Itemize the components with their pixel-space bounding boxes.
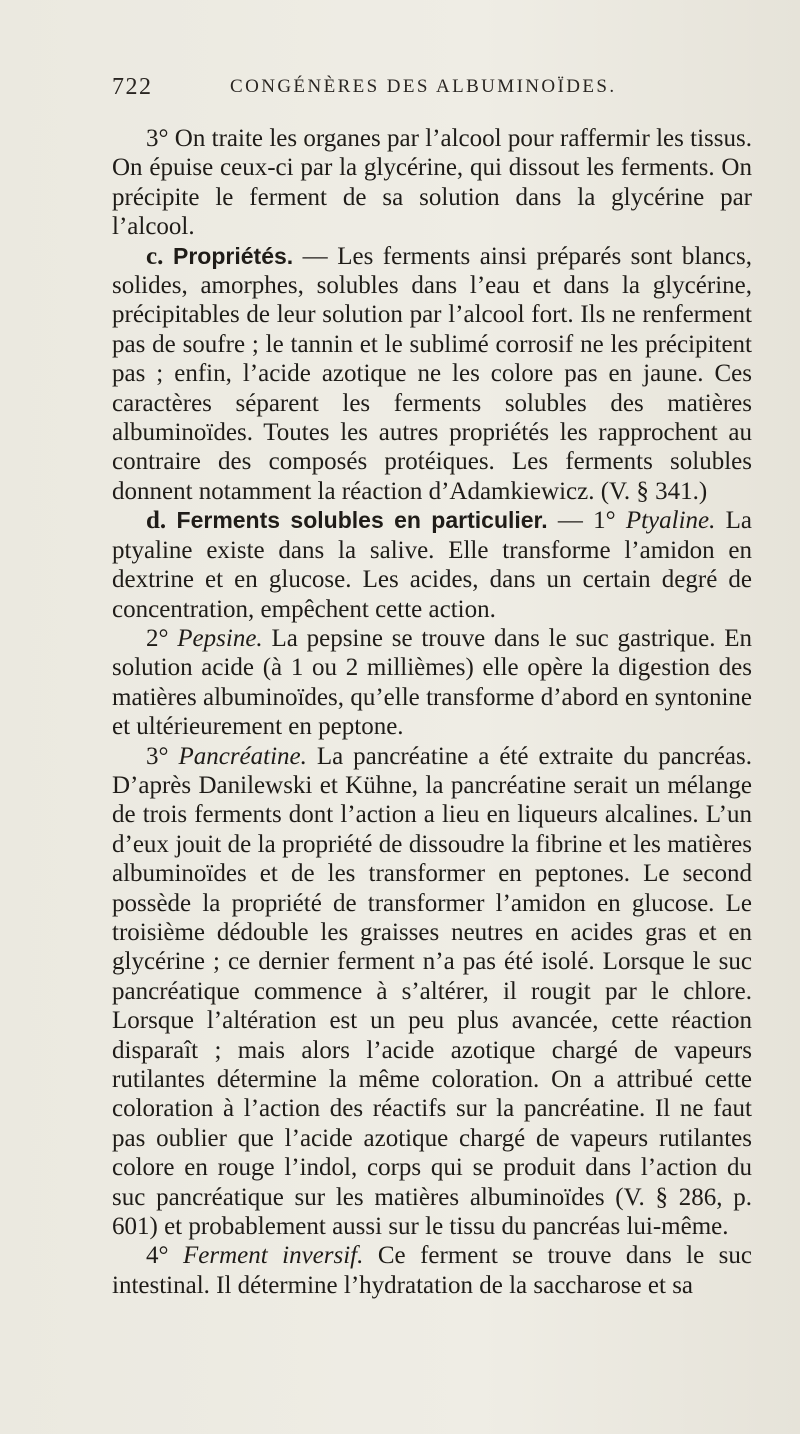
paragraph-text: La pepsine se trouve dans le suc gastrique. En solution acide (à 1 ou 2 millièmes) elle opère la digestion des matières albuminoïdes, qu’elle transforme d’abord en syntonine et ultérieurement en peptone. (112, 624, 752, 741)
paragraph (112, 242, 752, 507)
paragraph-text: 4° (146, 1242, 183, 1270)
paragraph (112, 1241, 752, 1300)
italic-term: Ferment inversif. (182, 1242, 364, 1270)
paragraph (112, 124, 752, 242)
paragraph-text: 3° On traite les organes par l’alcool pour raffermir les tissus. On épuise ceux-ci par la glycérine, qui dissout les ferments. On précipite le ferment de sa solution dans la glycérine par l’alcool. (112, 125, 752, 241)
paragraph (112, 742, 752, 1242)
paragraph-text: 3° (146, 742, 179, 770)
section-letter: d. (146, 507, 167, 535)
paragraph-text: Ce ferment se trouve dans le suc intestinal. Il détermine l’hydratation de la saccharose et sa (112, 1242, 753, 1299)
paragraph-text: — 1° (547, 507, 626, 535)
section-heading: Ferments solubles en particulier. (166, 507, 548, 534)
italic-term: Pepsine. (177, 624, 263, 652)
paragraph-text: La pancréatine a été extraite du pancréas. D’après Danilewski et Kühne, la pancréatine serait un mélange de trois ferments dont l’action a lieu en liqueurs alcalines. L’un d’eux jouit de la propriété de dissoudre la fibrine et les matières albuminoïdes et de les transformer en peptones. Le second possède la propriété de transformer l’amidon en glucose. Le troisième dédouble les graisses neutres en acides gras et en glycérine ; ce dernier ferment n’a pas été isolé. Lorsque le suc pancréatique commence à s’altérer, il rougit par le chlore. Lorsque l’altération est un peu plus avancée, cette réaction disparaît ; mais alors l’acide azotique chargé de vapeurs rutilantes détermine la même coloration. On a attribué cette coloration à l’action des réactifs sur la pancréatine. Il ne faut pas oublier que l’acide azotique chargé de vapeurs rutilantes colore en rouge l’indol, corps qui se produit dans l’action du suc pancréatique sur les matières albuminoïdes (V. § 286, p. 601) et probablement aussi sur le tissu du pancréas lui-même. (112, 742, 752, 1241)
paragraph (112, 506, 752, 624)
page-header (112, 74, 752, 108)
paragraph-text: 2° (146, 624, 178, 652)
paragraph (112, 624, 752, 742)
running-title: CONGÉNÈRES DES ALBUMINOÏDES. (230, 76, 617, 97)
body-text (112, 124, 752, 1300)
section-letter: c. (146, 242, 164, 270)
paragraph-text: La ptyaline existe dans la salive. Elle transforme l’amidon en dextrine et en glucose. Les acides, dans un certain degré de concentration, empêchent cette action. (112, 507, 752, 623)
paragraph-text: — Les ferments ainsi préparés sont blancs, solides, amorphes, solubles dans l’eau et dans la glycérine, précipitables de leur solution par l’alcool fort. Ils ne renferment pas de soufre ; le tannin et le sublimé corrosif ne les précipitent pas ; enfin, l’acide azotique ne les colore pas en jaune. Ces caractères séparent les ferments solubles des matières albuminoïdes. Toutes les autres propriétés les rapprochent au contraire des composés protéiques. Les ferments solubles donnent notamment la réaction d’Adamkiewicz. (V. § 341.) (112, 242, 752, 505)
section-heading: Propriétés. (163, 242, 294, 269)
italic-term: Pancréatine. (178, 742, 307, 770)
italic-term: Ptyaline. (625, 507, 716, 535)
page-number: 722 (112, 74, 153, 100)
